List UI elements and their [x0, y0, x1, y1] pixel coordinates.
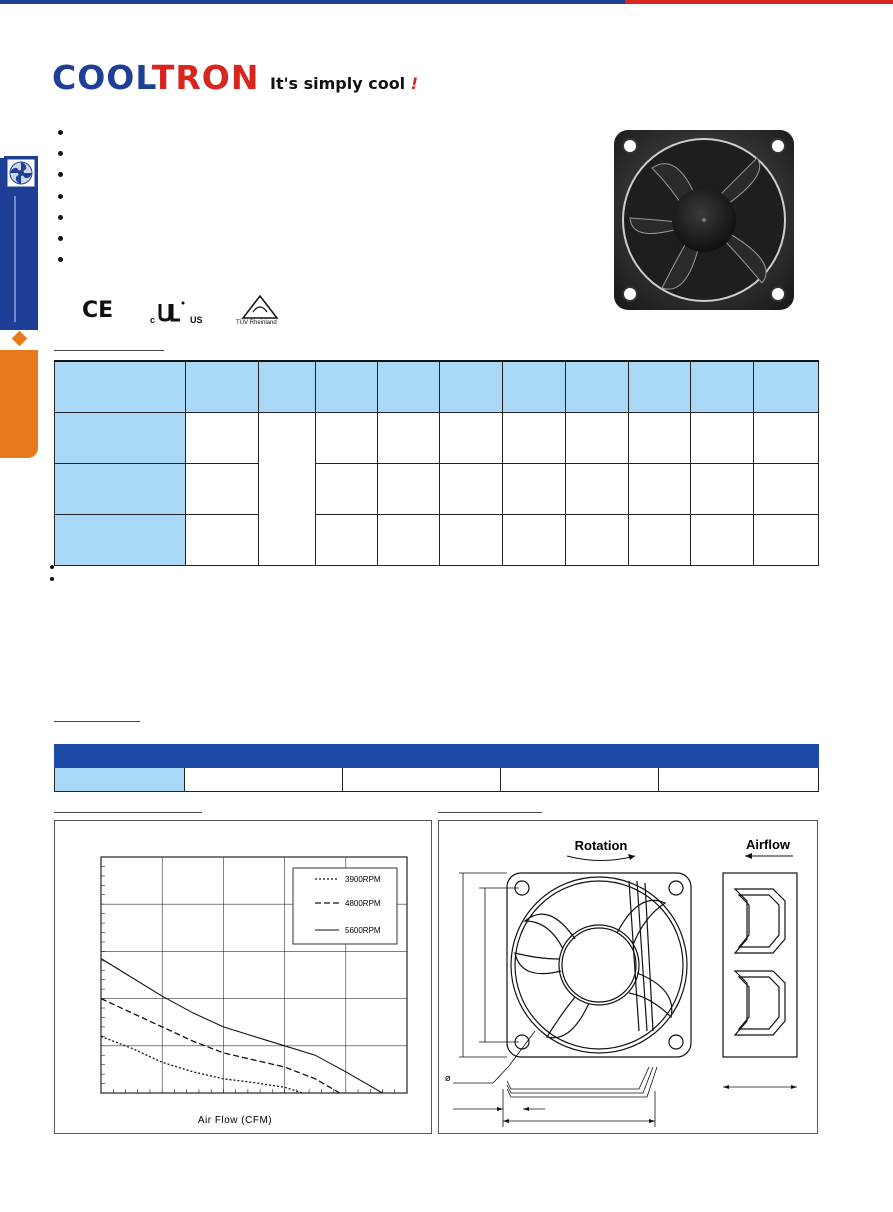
spec-cell: [440, 464, 503, 515]
spec-cell: [691, 515, 754, 566]
chart-series: [101, 959, 383, 1094]
legend-label-3900: 3900RPM: [345, 875, 381, 884]
rotation-arrowhead-icon: [628, 854, 635, 860]
spec-merged-cell: [259, 413, 316, 566]
dimension-section-underline: [438, 812, 542, 813]
dimension-arrowhead-icon: [497, 1107, 503, 1111]
spec-cell: [378, 413, 440, 464]
dimension-lines: [453, 873, 797, 1127]
feature-item: [58, 230, 72, 251]
spec-cell: [566, 464, 629, 515]
spec-cell: [186, 413, 259, 464]
spec-cell: [754, 515, 819, 566]
spec-row: [55, 413, 819, 464]
spec-cell: [186, 464, 259, 515]
ul-mark-us: US: [190, 315, 203, 325]
spec-row-label: [55, 413, 186, 464]
spec-header-cell: [566, 361, 629, 413]
airflow-label: Airflow: [745, 837, 791, 852]
options-header-cell: [659, 745, 819, 768]
side-diamond-icon: [12, 331, 28, 347]
spec-cell: [503, 515, 566, 566]
slogan-text: It's simply cool: [270, 74, 406, 93]
spec-header-cell: [259, 361, 316, 413]
spec-cell: [503, 413, 566, 464]
spec-header-cell: [316, 361, 378, 413]
spec-cell: [566, 515, 629, 566]
spec-note: [50, 562, 60, 574]
spec-cell: [503, 464, 566, 515]
diameter-symbol: ø: [445, 1074, 451, 1084]
spec-header-cell: [691, 361, 754, 413]
spec-cell: [754, 413, 819, 464]
options-row: [55, 768, 819, 792]
spec-cell: [186, 515, 259, 566]
spec-cell: [566, 413, 629, 464]
spec-row: [55, 464, 819, 515]
performance-curve-panel: [54, 820, 432, 1134]
legend-label-4800: 4800RPM: [345, 899, 381, 908]
feature-item: [58, 188, 72, 209]
spec-header-cell: [503, 361, 566, 413]
dimension-drawing-panel: [438, 820, 818, 1134]
spec-header-cell: [440, 361, 503, 413]
dimension-drawing: [439, 821, 817, 1133]
spec-cell: [440, 515, 503, 566]
ce-mark-icon: CE: [82, 298, 114, 323]
spec-cell: [629, 413, 691, 464]
spec-header-cell: [378, 361, 440, 413]
series-line-5600rpm: [101, 959, 383, 1094]
spec-cell: [629, 464, 691, 515]
feature-item: [58, 124, 72, 145]
spec-cell: [316, 413, 378, 464]
spec-row-label: [55, 464, 186, 515]
feature-item: [58, 145, 72, 166]
slogan: [270, 74, 418, 93]
options-header-row: [55, 745, 819, 768]
product-photo: [612, 128, 796, 312]
tuv-mark-label: TÜV Rheinland: [236, 320, 277, 326]
spec-row: [55, 515, 819, 566]
fan-front-view: [507, 873, 691, 1057]
options-header-cell: [55, 745, 185, 768]
chart-legend: [293, 868, 397, 944]
feature-item: [58, 251, 72, 272]
spec-section-underline: [54, 350, 164, 351]
options-table: [54, 744, 819, 792]
options-header-cell: [501, 745, 659, 768]
performance-chart: [55, 821, 431, 1133]
top-accent-bar: [0, 0, 893, 4]
ul-mark-c: c: [150, 315, 156, 325]
spec-header-cell: [55, 361, 186, 413]
options-cell: [185, 768, 343, 792]
feature-item: [58, 209, 72, 230]
spec-cell: [316, 464, 378, 515]
feature-item: [58, 166, 72, 187]
spec-cell: [691, 413, 754, 464]
options-cell: [343, 768, 501, 792]
fan-side-view: [723, 873, 797, 1057]
spec-cell: [629, 515, 691, 566]
spec-row-label: [55, 515, 186, 566]
rotation-arrow-icon: [567, 856, 635, 861]
options-header-cell: [185, 745, 343, 768]
options-header-cell: [343, 745, 501, 768]
rotation-label: Rotation: [574, 838, 628, 853]
options-section-underline: [54, 721, 140, 722]
spec-header-cell: [186, 361, 259, 413]
feature-list: [58, 124, 72, 272]
side-tab-line: [14, 196, 16, 322]
fan-icon: [4, 156, 38, 190]
spec-note: [50, 574, 60, 586]
cooltron-logo: [52, 60, 259, 96]
logo-cool: COOL: [52, 58, 152, 97]
spec-header-cell: [629, 361, 691, 413]
spec-cell: [754, 464, 819, 515]
spec-notes: [50, 562, 60, 586]
spec-cell: [691, 464, 754, 515]
airflow-arrowhead-icon: [745, 853, 752, 859]
spec-cell: [316, 515, 378, 566]
spec-header-cell: [754, 361, 819, 413]
curve-section-underline: [54, 812, 202, 813]
spec-cell: [440, 413, 503, 464]
spec-cell: [378, 464, 440, 515]
chart-x-axis-label: Air Flow (CFM): [197, 1115, 273, 1126]
spec-table: [54, 360, 819, 566]
options-row-label: [55, 768, 185, 792]
spec-header-row: [55, 361, 819, 413]
spec-cell: [378, 515, 440, 566]
dimension-arrowhead-icon: [523, 1107, 529, 1111]
options-cell: [501, 768, 659, 792]
legend-label-5600: 5600RPM: [345, 926, 381, 935]
options-cell: [659, 768, 819, 792]
logo-tron: TRON: [151, 58, 260, 97]
slogan-mark: !: [410, 74, 419, 93]
side-tab-orange: [0, 350, 38, 458]
